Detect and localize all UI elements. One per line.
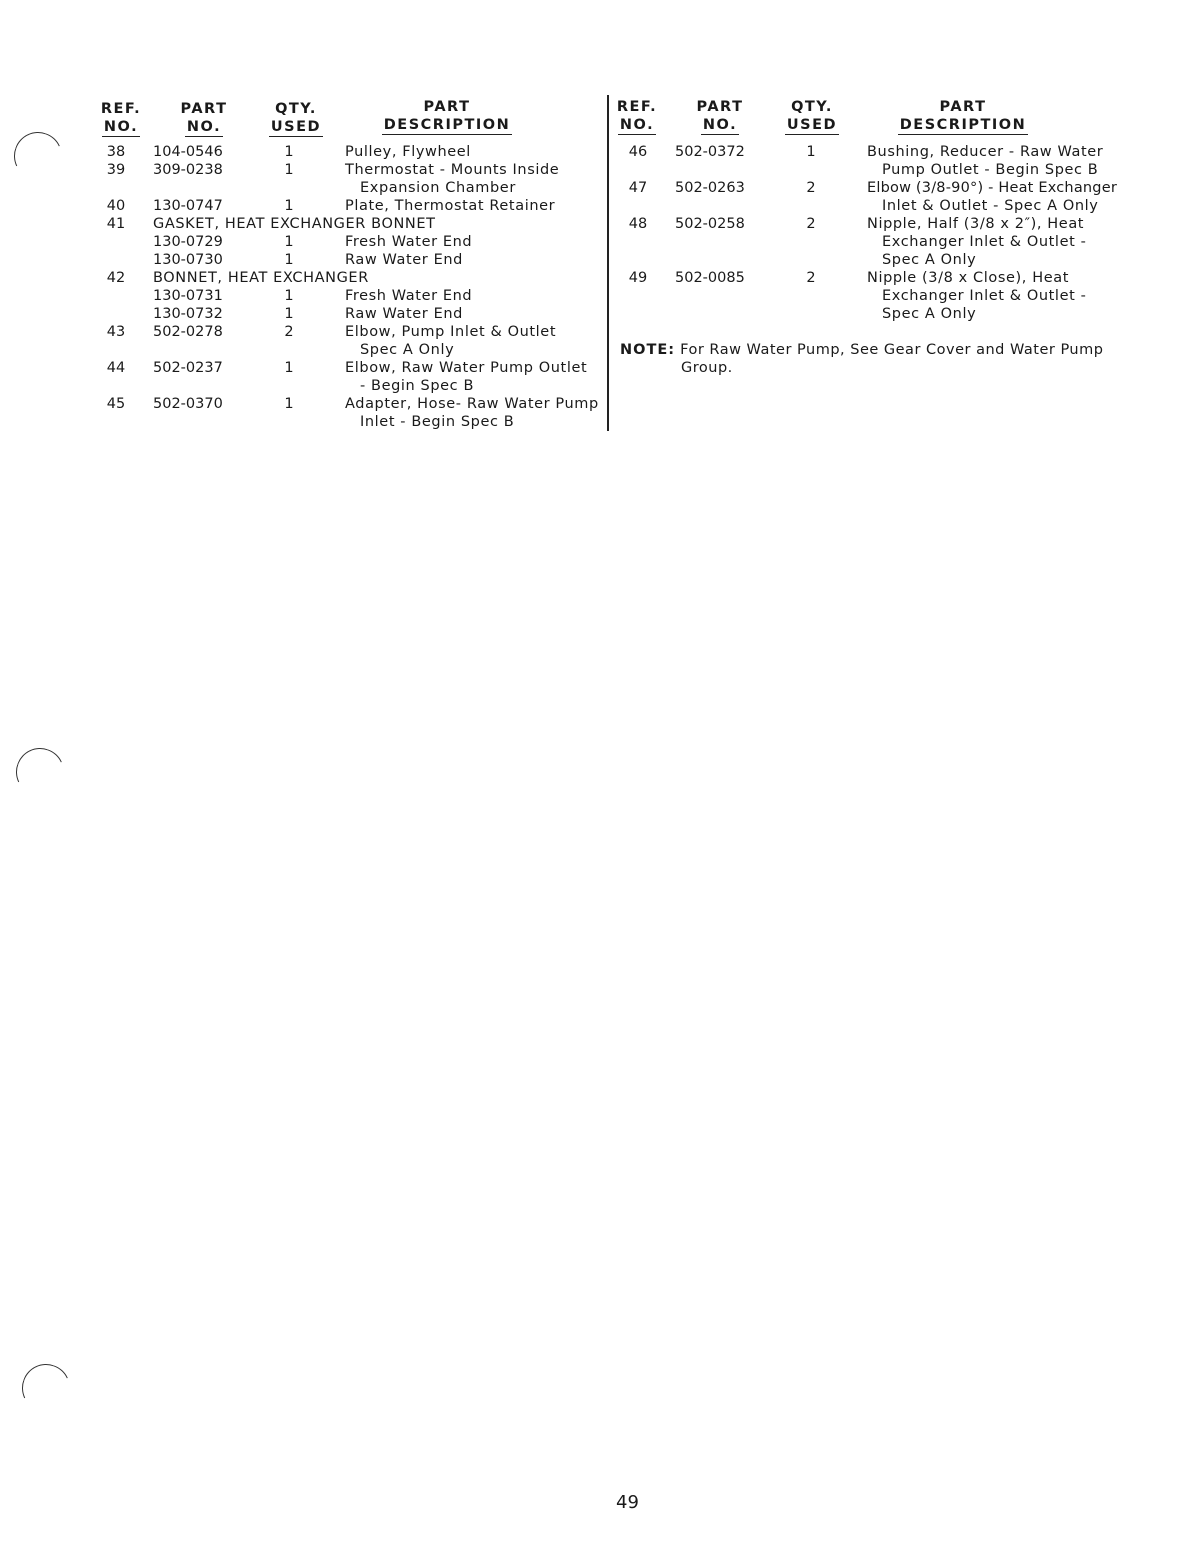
part-description: Elbow, Pump Inlet & Outlet xyxy=(345,324,557,340)
part-description: Pulley, Flywheel xyxy=(345,144,471,160)
qty-used: 1 xyxy=(284,306,294,322)
part-description: Nipple (3/8 x Close), Heat xyxy=(867,270,1070,286)
page-number: 49 xyxy=(616,1492,639,1513)
header-part-no-right: PART NO. xyxy=(696,99,744,133)
qty-used: 1 xyxy=(284,288,294,304)
part-description: Plate, Thermostat Retainer xyxy=(345,198,556,214)
header-part-description-right: PART DESCRIPTION xyxy=(899,99,1027,133)
ref-number: 43 xyxy=(106,324,126,340)
part-number: 130-0747 xyxy=(153,198,223,214)
note-text-continued: Group. xyxy=(681,360,733,376)
group-heading: BONNET, HEAT EXCHANGER xyxy=(153,270,369,286)
part-number: 130-0730 xyxy=(153,252,223,268)
part-description-continued: Pump Outlet - Begin Spec B xyxy=(882,162,1099,178)
header-qty-used: QTY. USED xyxy=(270,101,322,135)
qty-used: 1 xyxy=(284,198,294,214)
qty-used: 1 xyxy=(284,234,294,250)
binder-hole-top xyxy=(7,125,69,187)
column-divider xyxy=(607,95,609,431)
part-number: 502-0370 xyxy=(153,396,223,412)
ref-number: 40 xyxy=(106,198,126,214)
ref-number: 44 xyxy=(106,360,126,376)
ref-number: 42 xyxy=(106,270,126,286)
part-description: Adapter, Hose- Raw Water Pump xyxy=(345,396,599,412)
part-description-continued: Inlet & Outlet - Spec A Only xyxy=(882,198,1099,214)
qty-used: 2 xyxy=(806,216,816,232)
qty-used: 1 xyxy=(284,396,294,412)
part-number: 502-0085 xyxy=(675,270,745,286)
part-number: 130-0731 xyxy=(153,288,223,304)
part-number: 502-0278 xyxy=(153,324,223,340)
note-label: NOTE: xyxy=(620,342,676,358)
part-description-continued: Exchanger Inlet & Outlet - xyxy=(882,234,1087,250)
qty-used: 2 xyxy=(806,180,816,196)
part-number: 502-0263 xyxy=(675,180,745,196)
part-number: 309-0238 xyxy=(153,162,223,178)
header-ref-no: REF. NO. xyxy=(100,101,142,135)
part-description: Raw Water End xyxy=(345,252,463,268)
note xyxy=(620,341,1103,377)
binder-hole-middle xyxy=(9,741,71,803)
part-description: Thermostat - Mounts Inside xyxy=(345,162,560,178)
part-description: Elbow (3/8-90°) - Heat Exchanger xyxy=(867,180,1117,196)
part-description: Fresh Water End xyxy=(345,288,473,304)
qty-used: 1 xyxy=(284,144,294,160)
part-description: Bushing, Reducer - Raw Water xyxy=(867,144,1104,160)
part-number: 502-0372 xyxy=(675,144,745,160)
part-number: 502-0258 xyxy=(675,216,745,232)
part-description: Elbow, Raw Water Pump Outlet xyxy=(345,360,588,376)
qty-used: 1 xyxy=(284,360,294,376)
part-description-continued: Exchanger Inlet & Outlet - xyxy=(882,288,1087,304)
ref-number: 41 xyxy=(106,216,126,232)
part-description-continued: Spec A Only xyxy=(882,252,977,268)
header-part-description: PART DESCRIPTION xyxy=(383,99,511,133)
header-qty-used-right: QTY. USED xyxy=(786,99,838,133)
note-text: For Raw Water Pump, See Gear Cover and Water Pump xyxy=(680,342,1104,358)
ref-number: 45 xyxy=(106,396,126,412)
part-description-continued: Inlet - Begin Spec B xyxy=(360,414,515,430)
header-part-no: PART NO. xyxy=(180,101,228,135)
qty-used: 1 xyxy=(806,144,816,160)
part-number: 104-0546 xyxy=(153,144,223,160)
part-description-continued: Expansion Chamber xyxy=(360,180,516,196)
part-description: Raw Water End xyxy=(345,306,463,322)
ref-number: 46 xyxy=(628,144,648,160)
qty-used: 2 xyxy=(284,324,294,340)
part-number: 130-0732 xyxy=(153,306,223,322)
part-description: Nipple, Half (3/8 x 2″), Heat xyxy=(867,216,1085,232)
part-description-continued: - Begin Spec B xyxy=(360,378,474,394)
qty-used: 2 xyxy=(806,270,816,286)
header-ref-no-right: REF. NO. xyxy=(616,99,658,133)
ref-number: 38 xyxy=(106,144,126,160)
qty-used: 1 xyxy=(284,162,294,178)
part-description-continued: Spec A Only xyxy=(882,306,977,322)
qty-used: 1 xyxy=(284,252,294,268)
part-number: 130-0729 xyxy=(153,234,223,250)
binder-hole-bottom xyxy=(15,1357,77,1419)
part-description-continued: Spec A Only xyxy=(360,342,455,358)
group-heading: GASKET, HEAT EXCHANGER BONNET xyxy=(153,216,436,232)
part-description: Fresh Water End xyxy=(345,234,473,250)
ref-number: 49 xyxy=(628,270,648,286)
ref-number: 48 xyxy=(628,216,648,232)
part-number: 502-0237 xyxy=(153,360,223,376)
ref-number: 47 xyxy=(628,180,648,196)
ref-number: 39 xyxy=(106,162,126,178)
